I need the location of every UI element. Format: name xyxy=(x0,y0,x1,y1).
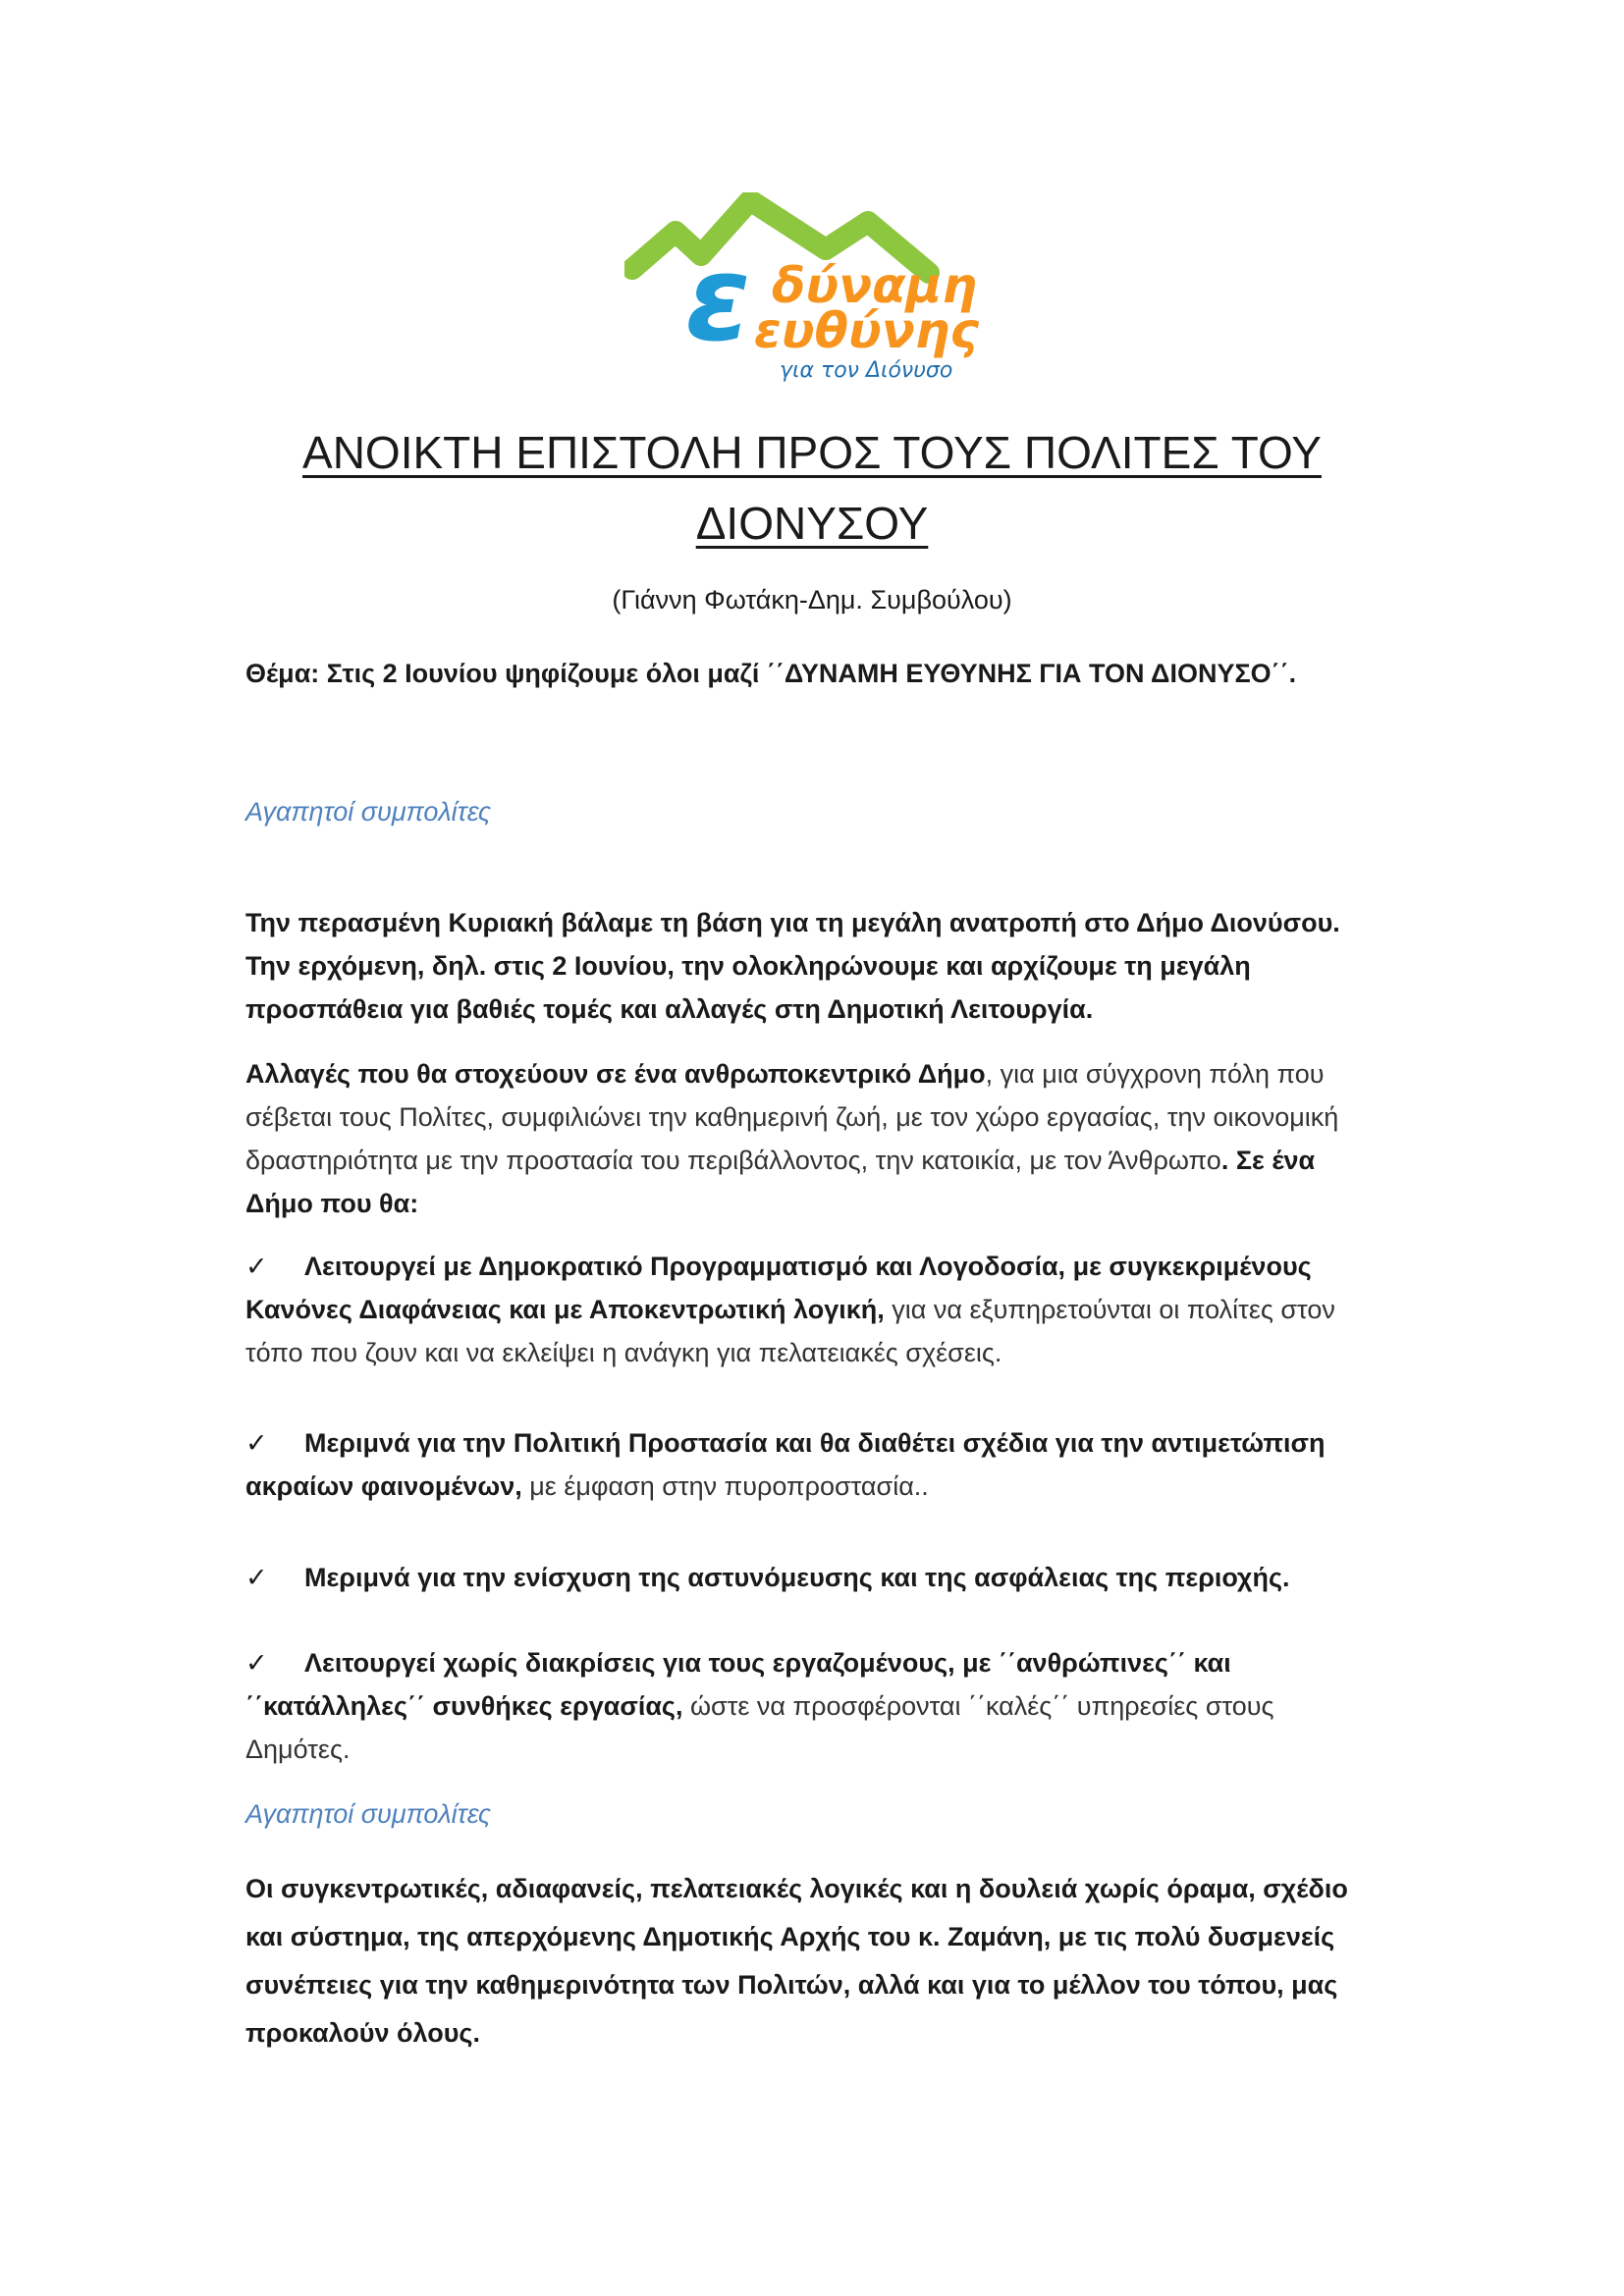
paragraph-changes-body: , για μια σύγχρονη πόλη που σέβεται τους Πολίτες, συμφιλιώνει την καθημερινή ζωή, με τον χώρο εργασίας, την οικονομική δραστηριότητα με την προστασία του περιβάλλοντος, την κατοικία, με τον Άνθρωπο xyxy=(245,1059,1339,1175)
logo-word-dynami: δύναμη xyxy=(772,257,977,314)
logo-epsilon: ε xyxy=(685,232,751,368)
paragraph-changes-bold-tail: . Σε ένα Δήμο που θα: xyxy=(245,1146,1316,1218)
logo-graphic xyxy=(624,192,1017,389)
paragraph-closing: Οι συγκεντρωτικές, αδιαφανείς, πελατειακές λογικές και η δουλειά χωρίς όραμα, σχέδιο και σύστημα, της απερχόμενης Δημοτικής Αρχής του κ. Ζαμάνη, με τις πολύ δυσμενείς συνέπειες για την καθημερινότητα των Πολιτών, αλλά και για το μέλλον του τόπου, μας προκαλούν όλους. xyxy=(245,1874,1348,2048)
title-line-1: ΑΝΟΙΚΤΗ ΕΠΙΣΤΟΛΗ ΠΡΟΣ ΤΟΥΣ ΠΟΛΙΤΕΣ ΤΟΥ xyxy=(302,427,1322,478)
bullet-item-1 xyxy=(245,1245,1384,1374)
bullet-item-3 xyxy=(245,1556,1384,1599)
paragraph-intro: Την περασμένη Κυριακή βάλαμε τη βάση για τη μεγάλη ανατροπή στο Δήμο Διονύσου. Την ερχόμενη, δηλ. στις 2 Ιουνίου, την ολοκληρώνουμε και αρχίζουμε τη μεγάλη προσπάθεια για βαθιές τομές και αλλαγές στη Δημοτική Λειτουργία. xyxy=(245,908,1340,1024)
checkmark-icon: ✓ xyxy=(245,1252,268,1281)
title-line-2: ΔΙΟΝΥΣΟΥ xyxy=(695,498,929,549)
logo-tagline: για τον Διόνυσο xyxy=(780,358,953,383)
bullet-2-text: με έμφαση στην πυροπροστασία.. xyxy=(521,1471,929,1501)
bullet-4-text: ώστε να προσφέρονται ΄΄καλές΄΄ υπηρεσίες στους Δημότες. xyxy=(245,1691,1274,1764)
greeting-2: Αγαπητοί συμπολίτες xyxy=(245,1799,492,1829)
checkmark-icon: ✓ xyxy=(245,1428,268,1458)
bullet-item-4 xyxy=(245,1641,1384,1771)
paragraph-changes xyxy=(245,1052,1384,1225)
bullet-2-bold: Μεριμνά για την Πολιτική Προστασία και θα διαθέτει σχέδια για την αντιμετώπιση ακραίων φαινομένων, xyxy=(245,1428,1326,1501)
checkmark-icon: ✓ xyxy=(245,1648,268,1678)
bullet-1-bold: Λειτουργεί με Δημοκρατικό Προγραμματισμό και Λογοδοσία, με συγκεκριμένους Κανόνες Διαφάνειας και με Αποκεντρωτική λογική, xyxy=(245,1252,1312,1324)
bullet-4-bold: Λειτουργεί χωρίς διακρίσεις για τους εργαζομένους, με ΄΄ανθρώπινες΄΄ και ΄΄κατάλληλες΄΄ συνθήκες εργασίας, xyxy=(245,1648,1231,1721)
paragraph-changes-bold-lead: Αλλαγές που θα στοχεύουν σε ένα ανθρωποκεντρικό Δήμο xyxy=(245,1059,986,1089)
subject-line: Θέμα: Στις 2 Ιουνίου ψηφίζουμε όλοι μαζί ΄΄ΔΥΝΑΜΗ ΕΥΘΥΝΗΣ ΓΙΑ ΤΟΝ ΔΙΟΝΥΣΟ΄΄. xyxy=(245,659,1297,688)
checkmark-icon: ✓ xyxy=(245,1563,268,1592)
bullet-1-text: για να εξυπηρετούνται οι πολίτες στον τόπο που ζουν και να εκλείψει η ανάγκη για πελατειακές σχέσεις. xyxy=(245,1295,1335,1367)
greeting-1: Αγαπητοί συμπολίτες xyxy=(245,797,492,827)
logo-word-efthynis: ευθύνης xyxy=(754,302,980,359)
bullet-item-2 xyxy=(245,1421,1384,1508)
page-title xyxy=(245,417,1379,559)
bullet-3-bold: Μεριμνά για την ενίσχυση της αστυνόμευσης και της ασφάλειας της περιοχής. xyxy=(304,1563,1290,1592)
author-line: (Γιάννη Φωτάκη-Δημ. Συμβούλου) xyxy=(612,585,1012,614)
party-logo xyxy=(624,192,1017,389)
